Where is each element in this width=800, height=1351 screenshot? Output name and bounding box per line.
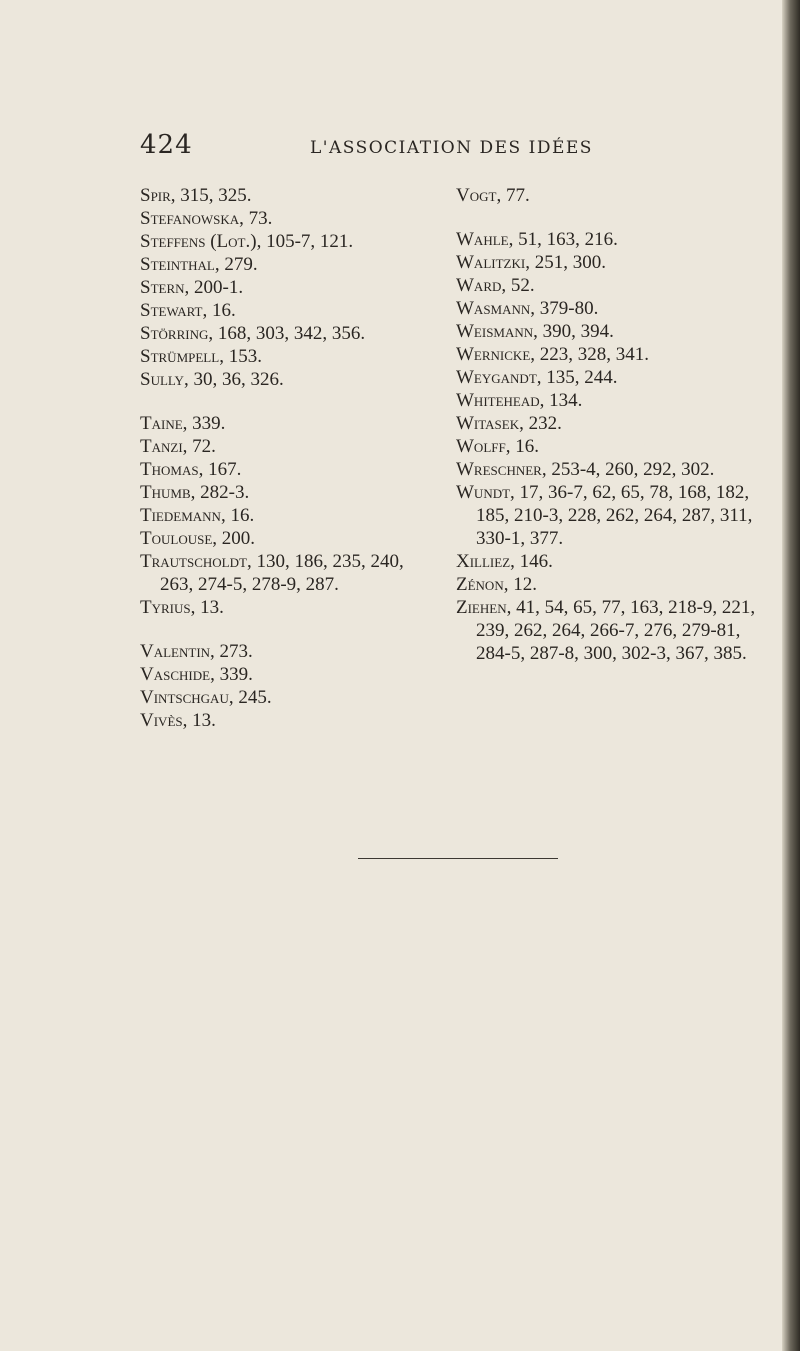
- index-entry-pages: , 51, 163, 216.: [508, 229, 618, 250]
- index-entry: [140, 527, 430, 550]
- index-entry-name: Steffens (Lot.): [140, 231, 257, 252]
- index-entry-name: Vaschide: [140, 664, 211, 685]
- index-entry-name: Witasek: [456, 413, 520, 434]
- index-entry: [140, 709, 430, 732]
- index-entry: [456, 389, 776, 412]
- index-group: [456, 228, 776, 665]
- index-entry-pages: , 30, 36, 326.: [183, 369, 284, 390]
- index-entry: [140, 184, 430, 207]
- index-entry: [140, 253, 430, 276]
- index-entry: [140, 435, 430, 458]
- index-entry-name: Wahle: [456, 229, 509, 250]
- index-entry-pages: , 279.: [214, 254, 258, 275]
- index-entry-pages: , 73.: [239, 208, 273, 229]
- index-entry: [456, 435, 776, 458]
- index-entry: [140, 322, 430, 345]
- index-entry-name: Toulouse: [140, 528, 213, 549]
- index-entry-name: Steinthal: [140, 254, 215, 275]
- index-entry-pages: , 200.: [212, 528, 256, 549]
- index-entry-name: Thomas: [140, 459, 199, 480]
- index-entry-name: Walitzki: [456, 252, 526, 273]
- index-entry-name: Ward: [456, 275, 502, 296]
- index-entry-name: Zénon: [456, 574, 504, 595]
- index-entry-pages: , 167.: [198, 459, 242, 480]
- index-entry-name: Whitehead: [456, 390, 540, 411]
- index-entry: [456, 550, 776, 573]
- index-entry-name: Wernicke: [456, 344, 531, 365]
- index-entry: [140, 596, 430, 619]
- index-entry-pages: , 16.: [505, 436, 539, 457]
- index-entry: [456, 184, 776, 207]
- index-entry: [140, 504, 430, 527]
- index-entry-name: Trautscholdt: [140, 551, 247, 572]
- index-entry: [140, 368, 430, 391]
- index-entry-name: Vogt: [456, 185, 497, 206]
- index-entry-name: Vintschgau: [140, 687, 229, 708]
- index-entry: [140, 207, 430, 230]
- index-entry-name: Störring: [140, 323, 209, 344]
- index-entry: [456, 228, 776, 251]
- index-entry-pages: , 77.: [496, 185, 530, 206]
- index-entry: [140, 550, 430, 596]
- index-entry: [456, 366, 776, 389]
- index-entry-pages: , 41, 54, 65, 77, 163, 218-9, 221, 239, 262, 264, 266-7, 276, 279-81, 284-5, 287-8, 300, 302-3, 367, 385.: [476, 597, 756, 664]
- index-entry-name: Sully: [140, 369, 184, 390]
- index-entry-pages: , 130, 186, 235, 240, 263, 274-5, 278-9, 287.: [160, 551, 404, 595]
- index-entry: [140, 276, 430, 299]
- index-entry: [140, 458, 430, 481]
- index-entry-pages: , 12.: [503, 574, 537, 595]
- index-entry: [456, 481, 776, 550]
- index-group: [140, 640, 430, 732]
- index-column-right: [456, 184, 776, 686]
- index-entry-pages: , 253-4, 260, 292, 302.: [541, 459, 715, 480]
- index-entry: [456, 573, 776, 596]
- index-entry-pages: , 17, 36-7, 62, 65, 78, 168, 182, 185, 210-3, 228, 262, 264, 287, 311, 330-1, 377.: [476, 482, 753, 549]
- index-entry-pages: , 168, 303, 342, 356.: [208, 323, 366, 344]
- index-entry-pages: , 146.: [510, 551, 553, 572]
- index-entry: [140, 663, 430, 686]
- index-entry-name: Valentin: [140, 641, 211, 662]
- index-entry-name: Tyrius: [140, 597, 191, 618]
- index-entry-pages: , 52.: [501, 275, 535, 296]
- index-entry-pages: , 135, 244.: [536, 367, 618, 388]
- index-entry-name: Vivès: [140, 710, 183, 731]
- index-entry-name: Stewart: [140, 300, 203, 321]
- end-rule: [358, 858, 558, 859]
- index-entry-pages: , 200-1.: [184, 277, 244, 298]
- index-entry-pages: , 223, 328, 341.: [530, 344, 650, 365]
- index-entry-name: Ziehen: [456, 597, 507, 618]
- index-entry: [456, 320, 776, 343]
- index-entry: [140, 412, 430, 435]
- index-entry-name: Taine: [140, 413, 183, 434]
- running-title: L'ASSOCIATION DES IDÉES: [310, 138, 593, 158]
- index-entry-pages: , 315, 325.: [170, 185, 252, 206]
- index-entry-pages: , 245.: [228, 687, 272, 708]
- index-entry: [140, 481, 430, 504]
- index-entry: [140, 345, 430, 368]
- index-entry-pages: , 16.: [202, 300, 236, 321]
- index-entry: [140, 299, 430, 322]
- index-group: [140, 184, 430, 391]
- index-entry-name: Strümpell: [140, 346, 220, 367]
- index-entry: [140, 230, 430, 253]
- page-number: 424: [140, 130, 193, 160]
- index-entry-name: Stern: [140, 277, 185, 298]
- index-entry-pages: , 105-7, 121.: [256, 231, 354, 252]
- index-group: [456, 184, 776, 207]
- index-entry-pages: , 282-3.: [190, 482, 250, 503]
- index-entry-name: Xilliez: [456, 551, 511, 572]
- index-entry-pages: , 390, 394.: [533, 321, 614, 342]
- index-entry-pages: , 339.: [210, 664, 253, 685]
- index-entry-name: Wreschner: [456, 459, 542, 480]
- index-entry: [456, 251, 776, 274]
- index-entry: [140, 686, 430, 709]
- index-entry-pages: , 251, 300.: [525, 252, 606, 273]
- index-entry-name: Weygandt: [456, 367, 537, 388]
- index-entry-pages: , 16.: [220, 505, 255, 526]
- index-entry-name: Weismann: [456, 321, 534, 342]
- index-entry-name: Wolff: [456, 436, 506, 457]
- page-header: [140, 130, 593, 170]
- index-entry-name: Wasmann: [456, 298, 531, 319]
- index-column-left: [140, 184, 430, 753]
- index-entry-pages: , 153.: [219, 346, 262, 367]
- index-entry: [456, 596, 776, 665]
- index-entry: [456, 297, 776, 320]
- index-group: [140, 412, 430, 619]
- index-entry-name: Stefanowska: [140, 208, 240, 229]
- index-entry-pages: , 379-80.: [530, 298, 599, 319]
- index-entry: [456, 458, 776, 481]
- index-entry-pages: , 273.: [210, 641, 253, 662]
- index-entry: [140, 640, 430, 663]
- index-entry-name: Spir: [140, 185, 171, 206]
- index-entry-pages: , 13.: [190, 597, 224, 618]
- index-entry-pages: , 134.: [539, 390, 583, 411]
- index-entry: [456, 274, 776, 297]
- index-entry: [456, 343, 776, 366]
- index-entry: [456, 412, 776, 435]
- index-entry-pages: , 232.: [519, 413, 562, 434]
- index-entry-name: Wundt: [456, 482, 511, 503]
- index-entry-pages: , 13.: [182, 710, 216, 731]
- index-entry-name: Tiedemann: [140, 505, 221, 526]
- page-edge-shadow: [782, 0, 800, 1351]
- index-entry-pages: , 339.: [182, 413, 226, 434]
- index-entry-name: Thumb: [140, 482, 191, 503]
- index-entry-pages: , 72.: [182, 436, 216, 457]
- index-entry-name: Tanzi: [140, 436, 183, 457]
